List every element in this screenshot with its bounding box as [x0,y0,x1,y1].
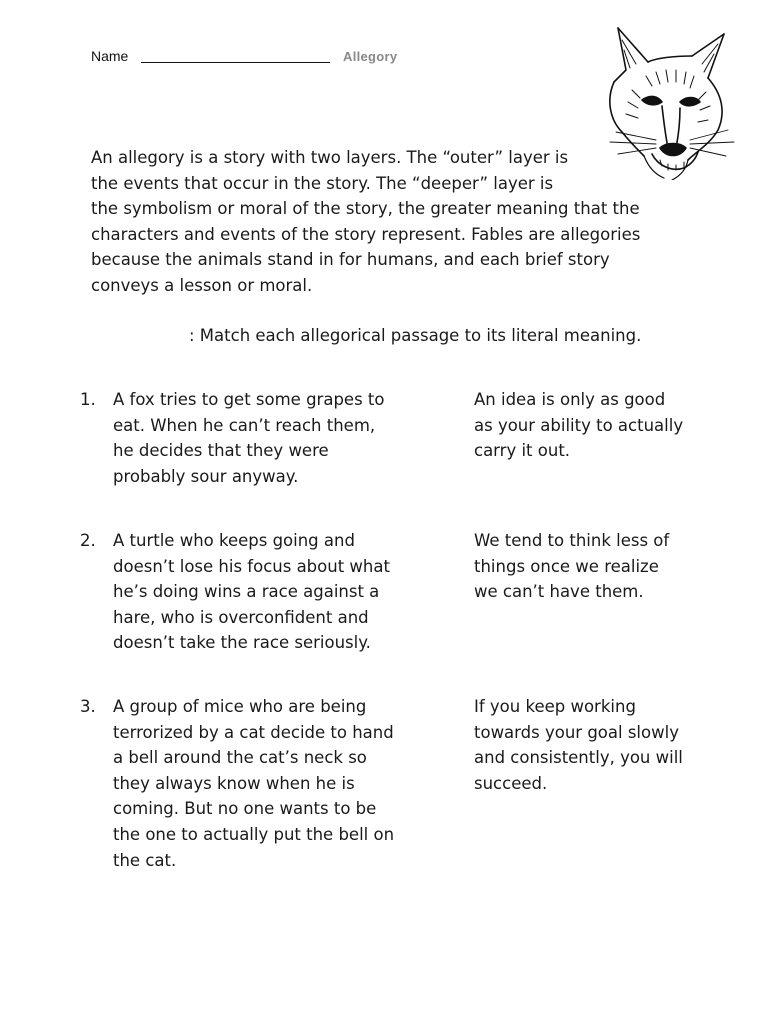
intro-line: characters and events of the story represent. Fables are allegories [91,224,641,244]
meaning-line: succeed. [474,773,548,793]
passage-line: hare, who is overconfident and [113,607,369,627]
passage-line: they always know when he is [113,773,355,793]
meaning-item-2 [474,528,734,605]
meaning-item-3 [474,694,734,796]
passage-line: doesn’t lose his focus about what [113,556,390,576]
intro-line: the symbolism or moral of the story, the greater meaning that the [91,199,640,219]
passage-text [113,528,413,656]
passage-line: eat. When he can’t reach them, [113,415,376,435]
passage-line: he decides that they were [113,441,329,461]
passage-line: doesn’t take the race seriously. [113,633,371,653]
meaning-line: things once we realize [474,556,659,576]
meaning-line: and consistently, you will [474,748,683,768]
passage-line: A fox tries to get some grapes to [113,390,385,409]
passage-line: terrorized by a cat decide to hand [113,722,394,742]
name-blank-line[interactable] [141,62,330,63]
meaning-item-1 [474,387,734,464]
passage-line: the cat. [113,850,177,870]
meaning-line: towards your goal slowly [474,722,679,742]
directions-text: : Match each allegorical passage to its literal meaning. [189,326,642,345]
item-number: 1. [80,390,96,409]
worksheet-title: Allegory [343,49,398,64]
passage-line: he’s doing wins a race against a [113,582,380,602]
passage-line: A group of mice who are being [113,697,367,716]
item-number: 3. [80,697,96,716]
passage-line: A turtle who keeps going and [113,531,355,550]
passage-line: coming. But no one wants to be [113,799,377,819]
intro-line: because the animals stand in for humans, and each brief story [91,250,610,270]
meaning-line: If you keep working [474,697,636,716]
intro-paragraph [91,145,661,299]
meaning-line: carry it out. [474,441,571,461]
meaning-line: as your ability to actually [474,415,684,435]
intro-line: An allegory is a story with two layers. The “outer” layer is [91,148,569,167]
passage-text [113,387,413,489]
meaning-line: we can’t have them. [474,582,644,602]
item-number: 2. [80,531,96,550]
name-label: Name [91,48,129,64]
meaning-line: We tend to think less of [474,531,670,550]
intro-line: conveys a lesson or moral. [91,275,313,295]
passage-text [113,694,413,873]
meaning-line: An idea is only as good [474,390,666,409]
intro-line: the events that occur in the story. The “deeper” layer is [91,173,554,193]
passage-line: the one to actually put the bell on [113,824,395,844]
passage-line: probably sour anyway. [113,466,299,486]
passage-line: a bell around the cat’s neck so [113,748,367,768]
